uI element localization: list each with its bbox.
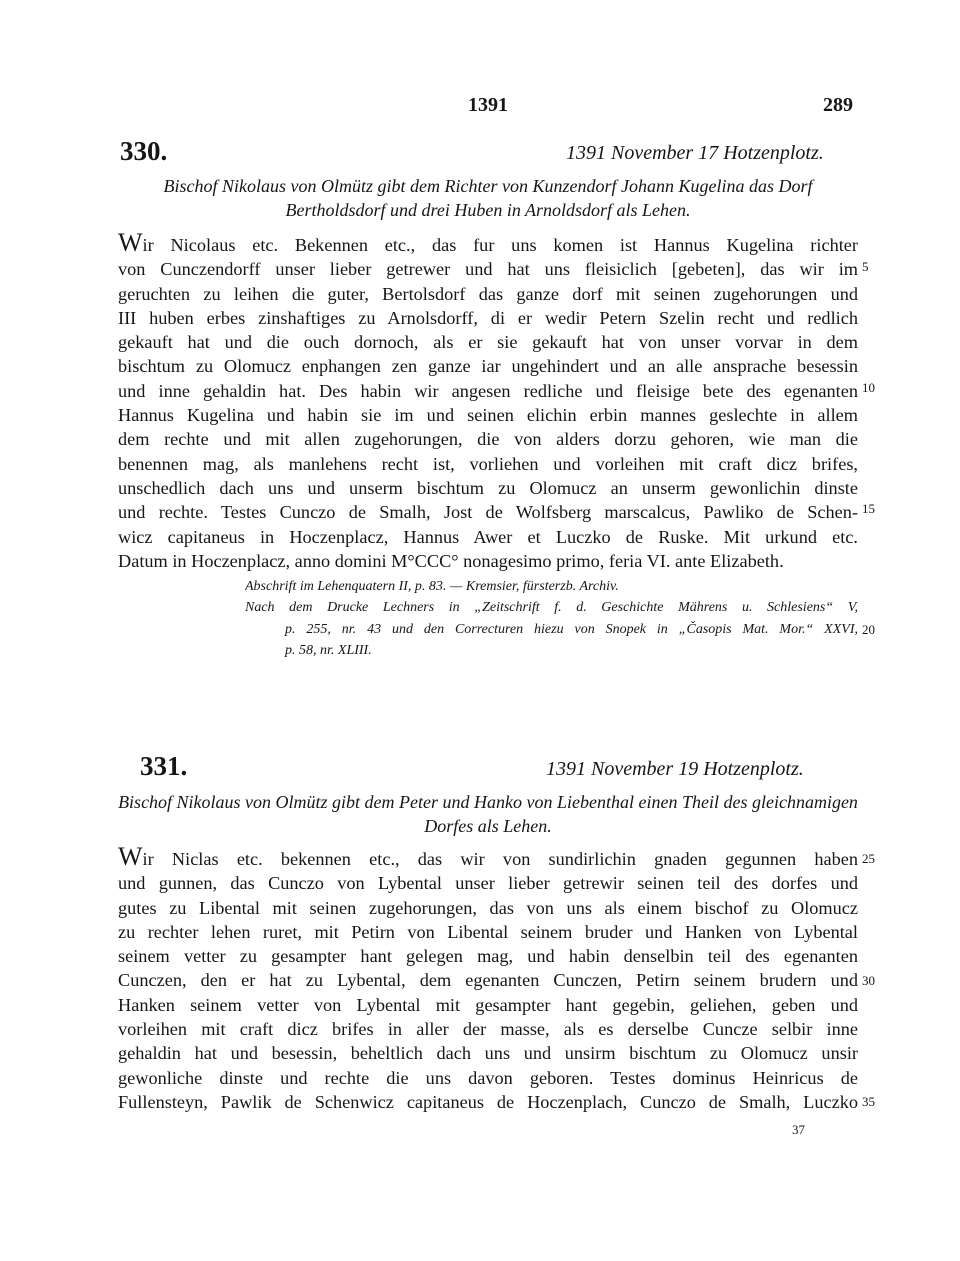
text-line: zu rechter lehen ruret, mit Petirn von Libental seinem bruder und Hanken von Lybental (118, 921, 858, 942)
text-line: bischtum zu Olomucz enphangen zen ganze iar ungehindert und an alle ansprache besessin (118, 356, 858, 377)
note-line: Nach dem Drucke Lechners in „Zeitschrift f. d. Geschichte Mährens u. Schlesiens“ V, (245, 600, 858, 616)
source-notes (245, 576, 858, 662)
text-line: gutes zu Libental mit seinen zugehorungen, das von uns als einem bischof zu Olomucz (118, 897, 858, 918)
text-line: III huben erbes zinshaftiges zu Arnolsdorff, di er wedir Petern Szelin recht und redlich (118, 307, 858, 328)
line-number: 35 (862, 1094, 875, 1109)
running-header-year: 1391 (468, 94, 508, 116)
text-line: Hannus Kugelina und habin sie im und seinen elichin erbin mannes geslechte in allem (118, 405, 858, 426)
initial-letter: W (118, 847, 143, 871)
text-line: Fullensteyn, Pawlik de Schenwicz capitaneus de Hoczenplach, Cunczo de Smalh, Luczko (118, 1091, 858, 1112)
line-number: 5 (862, 259, 869, 274)
line-number: 15 (862, 501, 875, 516)
line-number: 25 (862, 851, 875, 866)
document-regest: Bischof Nikolaus von Olmütz gibt dem Peter und Hanko von Liebenthal einen Theil des gleichnamigen Dorfes als Lehen. (118, 792, 858, 836)
initial-letter: W (118, 233, 143, 257)
text-line: Wir Niclas etc. bekennen etc., das wir von sundirlichin gnaden gegunnen haben (118, 847, 858, 871)
text-line: dem rechte und mit allen zugehorungen, die von alders dorzu gehoren, wie man die (118, 429, 858, 450)
document-date: 1391 November 17 Hotzenplotz. (566, 142, 824, 164)
document-text (118, 847, 858, 1114)
text-line: und rechte. Testes Cunczo de Smalh, Jost de Wolfsberg marscalcus, Pawliko de Schen- (118, 502, 858, 523)
text-line: gehaldin hat und besessin, beheltlich dach uns und unsirm bischtum zu Olomucz unsir (118, 1043, 858, 1064)
text-line: unschedlich dach uns und unserm bischtum zu Olomucz an unserm gewonlichin dinste (118, 477, 858, 498)
text-line: gewonliche dinste und rechte die uns davon geboren. Testes dominus Heinricus de (118, 1067, 858, 1088)
text-line: seinem vetter zu gesampter hant gelegen mag, und habin denselbin teil des egenanten (118, 946, 858, 967)
text-line: Cunczen, den er hat zu Lybental, dem egenanten Cunczen, Petirn seinem brudern und (118, 970, 858, 991)
signature-mark: 37 (792, 1122, 805, 1137)
text-line: Datum in Hoczenplacz, anno domini M°CCC° nonagesimo primo, feria VI. ante Elizabeth. (118, 550, 784, 571)
page-number: 289 (823, 94, 853, 116)
text-line: benennen mag, als manlehens recht ist, vorliehen und vorleihen mit craft dicz brifes, (118, 453, 858, 474)
text-line: vorleihen mit craft dicz brifes in aller der masse, als es derselbe Cuncze selbir inne (118, 1019, 858, 1040)
note-line: Abschrift im Lehenquatern II, p. 83. — Kremsier, fürsterzb. Archiv. (245, 579, 619, 594)
line-number: 10 (862, 380, 875, 395)
document-date: 1391 November 19 Hotzenplotz. (546, 758, 804, 780)
document-regest: Bischof Nikolaus von Olmütz gibt dem Richter von Kunzendorf Johann Kugelina das Dorf Bertholdsdorf und drei Huben in Arnoldsdorf als Lehen. (163, 176, 813, 220)
text-line: und gunnen, das Cunczo von Lybental unser lieber getrewir seinen teil des dorfes und (118, 873, 858, 894)
text-line: gekauft hat und die ouch dornoch, als er sie gekauft hat von unser vorvar in dem (118, 332, 858, 353)
document-number: 330. (120, 136, 168, 166)
line-number: 30 (862, 973, 875, 988)
text-line: Wir Nicolaus etc. Bekennen etc., das fur uns komen ist Hannus Kugelina richter (118, 233, 858, 257)
text-line: wicz capitaneus in Hoczenplacz, Hannus Awer et Luczko de Ruske. Mit urkund etc. (118, 526, 858, 547)
note-line: p. 255, nr. 43 und den Correcturen hiezu von Snopek in „Časopis Mat. Mor.“ XXVI, (285, 621, 858, 637)
note-line: p. 58, nr. XLIII. (285, 643, 372, 659)
document-number: 331. (140, 751, 188, 781)
text-line: geruchten zu leihen die guter, Bertolsdorf das ganze dorf mit seinen zugehorungen und (118, 283, 858, 304)
line-number: 20 (862, 622, 875, 637)
document-text (118, 233, 858, 573)
text-line: Hanken seinem vetter von Lybental mit gesampter hant gegebin, geliehen, geben und (118, 994, 858, 1015)
text-line: von Cunczendorff unser lieber getrewer und hat uns fleisiclich [gebeten], das wir im (118, 259, 858, 280)
text-line: und inne gehaldin hat. Des habin wir angesen redliche und fleisige bete des egenanten (118, 380, 858, 401)
